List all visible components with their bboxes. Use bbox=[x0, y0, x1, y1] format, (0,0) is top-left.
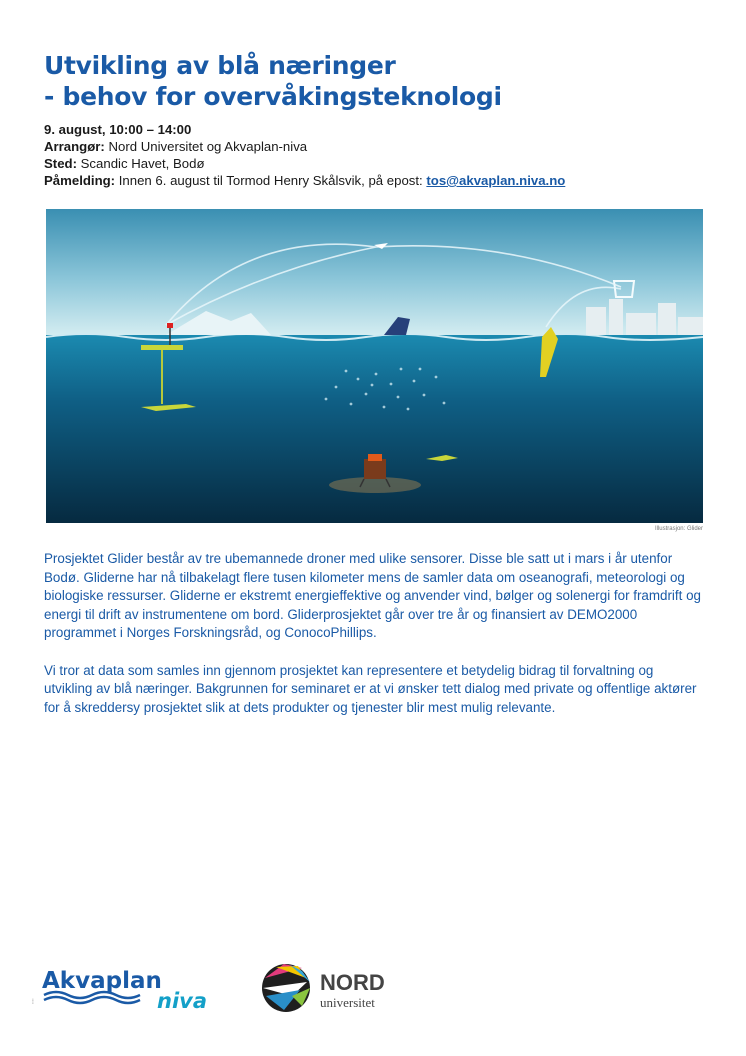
email-link[interactable]: tos@akvaplan.niva.no bbox=[426, 173, 566, 188]
event-date: 9. august, 10:00 – 14:00 bbox=[44, 122, 192, 137]
glider-illustration bbox=[46, 209, 703, 523]
title-line-1: Utvikling av blå næringer bbox=[44, 51, 396, 80]
paragraph-2: Vi tror at data som samles inn gjennom prosjektet kan representere et betydelig bidrag til forvaltning og utvikling av blå næringer. Bakgrunnen for seminaret er at vi ønsker tett dialog med private og offentlige aktører for å skreddersy prosjektet slik at dets produkter og tjenester blir mest mulig relevante. bbox=[44, 662, 697, 715]
niva-wordmark: niva bbox=[157, 989, 208, 1013]
universitet-wordmark: universitet bbox=[320, 995, 375, 1010]
nord-emblem-icon bbox=[262, 964, 310, 1012]
paragraph-1: Prosjektet Glider består av tre ubemannede droner med ulike sensorer. Disse ble satt ut i mars i år utenfor Bodø. Gliderne har nå tilbakelagt flere tusen kilometer mens de samler data om oseanografi, meteorologi og biologiske ressurser. Gliderne er ekstremt energieffektive og anvender vind, bølger og solenergi for framdrift og energi til drift av instrumentene om bord. Gliderprosjektet går over tre år og finansiert av DEMO2000 programmet i Norges Forskningsråd, og ConocoPhillips. bbox=[44, 551, 701, 641]
body-text bbox=[44, 550, 704, 736]
event-registration: Påmelding: Innen 6. august til Tormod Henry Skålsvik, på epost: tos@akvaplan.niva.no bbox=[44, 173, 566, 188]
event-organizer: Arrangør: Nord Universitet og Akvaplan-niva bbox=[44, 139, 308, 154]
event-details bbox=[44, 121, 724, 189]
event-venue: Sted: Scandic Havet, Bodø bbox=[44, 156, 205, 171]
akvaplan-niva-logo bbox=[42, 962, 222, 1014]
image-caption: Illustrasjon: Glider bbox=[654, 526, 703, 532]
akvaplan-wordmark: Akvaplan bbox=[42, 968, 162, 994]
print-mark: ▪▪▪▪ bbox=[30, 998, 35, 1004]
nord-wordmark: NORD bbox=[320, 970, 385, 995]
nord-universitet-logo bbox=[262, 962, 412, 1014]
page-title bbox=[44, 50, 704, 112]
title-line-2: - behov for overvåkingsteknologi bbox=[44, 82, 502, 111]
